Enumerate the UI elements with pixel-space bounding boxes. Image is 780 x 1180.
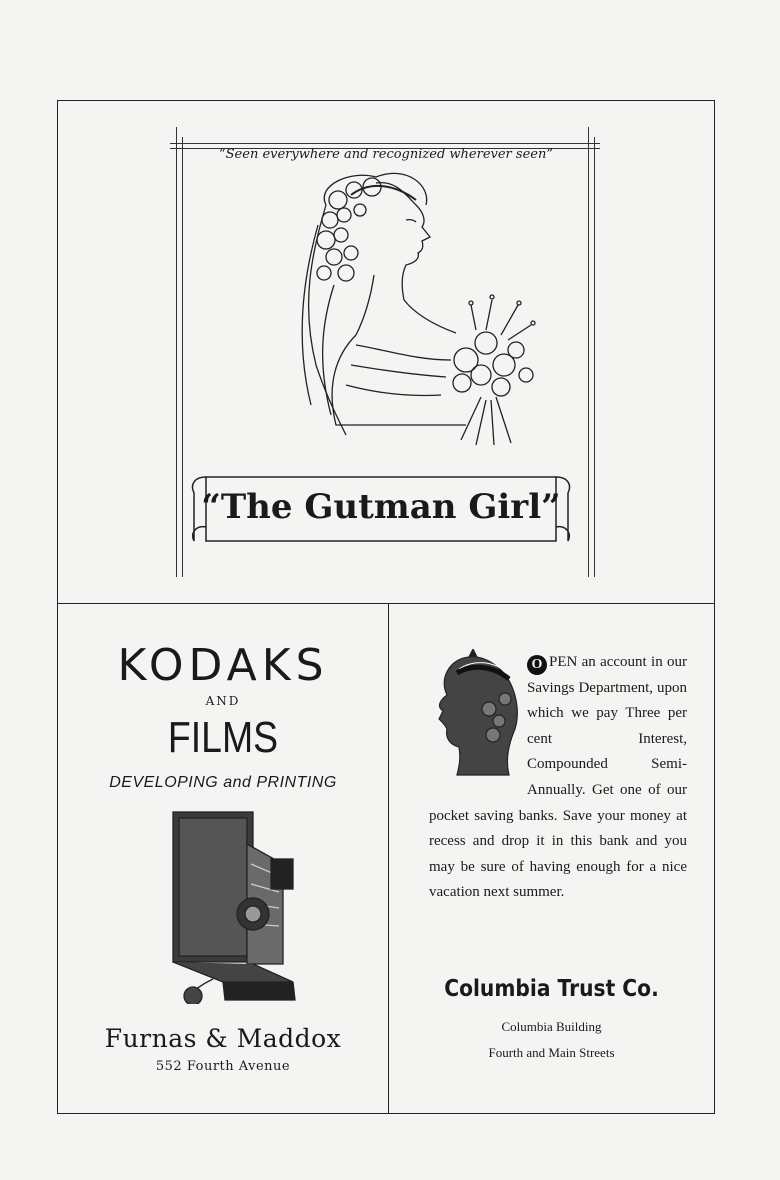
gutman-girl-ad [58,101,714,604]
dropcap-letter: O [527,655,547,675]
folding-camera-illustration [163,804,303,1004]
films-headline: FILMS [167,713,279,762]
gutman-girl-illustration [256,165,556,465]
firm-address: 552 Fourth Avenue [155,1059,291,1074]
bank-ad-copy [429,650,687,906]
bank-name: Columbia Trust Co. [444,976,659,1002]
bank-ad-body: PEN an account in our Savings Department, upon which we pay Three per cent Interest, Compounded Semi-Annually. Get one of our pocket saving banks. Save your money at recess and drop it in this bank and you may be sure of having enough for a nice vacation next summer. [429,654,687,901]
bank-streets: Fourth and Main Streets [488,1045,615,1060]
kodaks-headline: KODAKS [117,640,329,691]
services-line: DEVELOPING and PRINTING [109,774,337,791]
advertisement-page-frame [57,100,715,1114]
columbia-trust-ad [389,604,714,1113]
kodak-ad [58,604,389,1113]
firm-name: Furnas & Maddox [104,1024,342,1053]
tagline: “Seen everywhere and recognized wherever seen” [219,147,553,162]
bank-building: Columbia Building [501,1019,602,1034]
gutman-girl-title: “The Gutman Girl” [201,487,561,527]
and-text: AND [205,694,241,708]
